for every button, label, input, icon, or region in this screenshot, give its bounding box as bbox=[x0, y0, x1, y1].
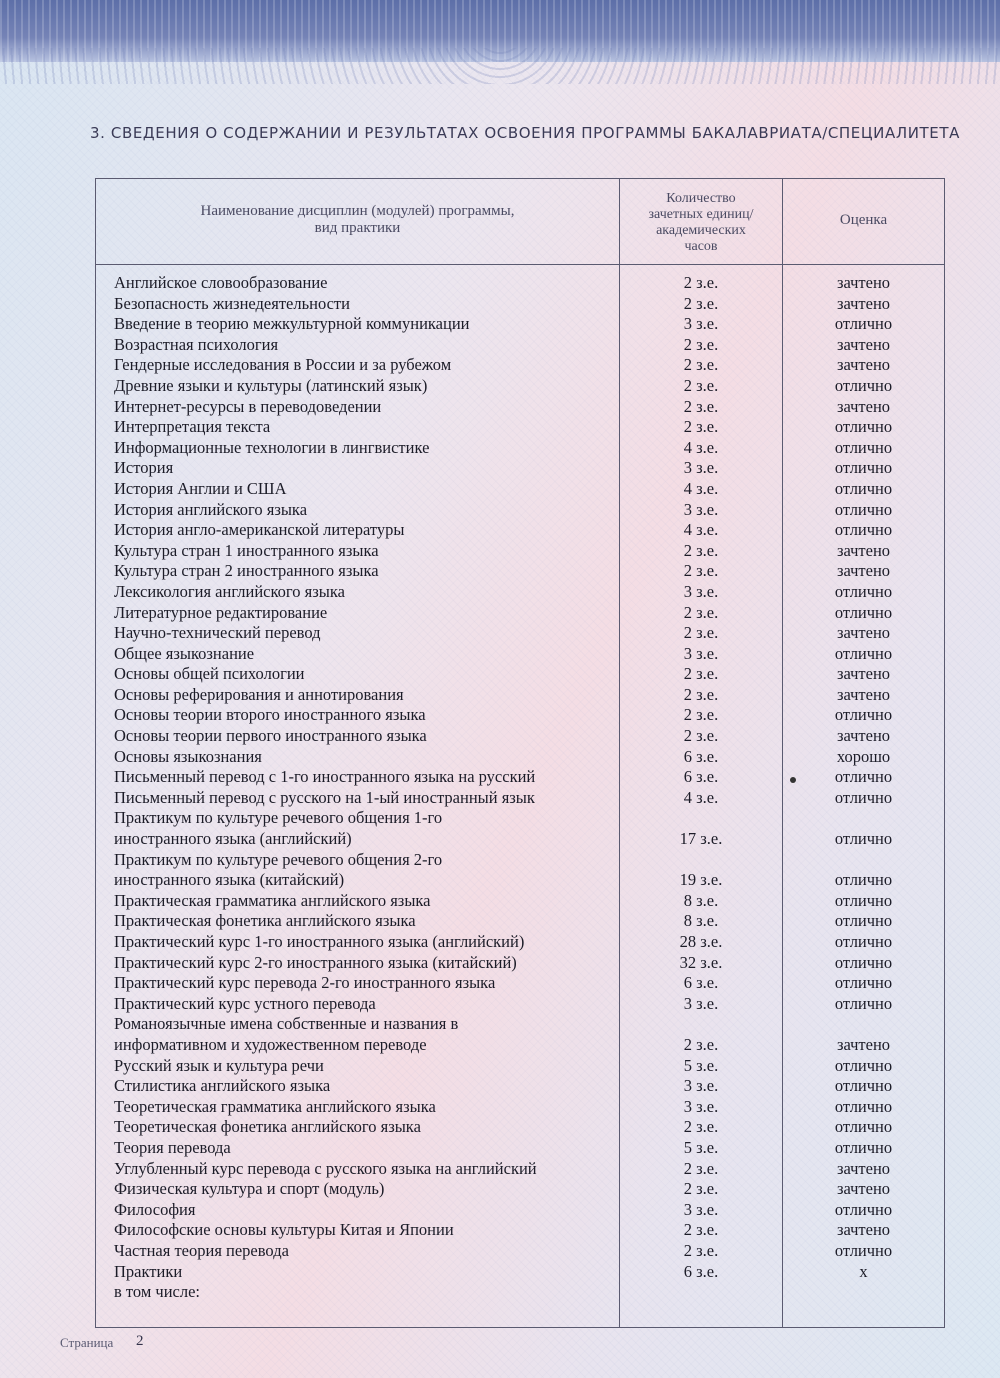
grade-value: зачтено bbox=[836, 293, 891, 313]
credits-value: 2 з.е. bbox=[683, 1034, 719, 1054]
table-row bbox=[96, 994, 944, 1015]
grade-value: отлично bbox=[834, 787, 893, 807]
grade-value: отлично bbox=[834, 602, 893, 622]
grade-value: отлично bbox=[834, 932, 893, 951]
credits-value: 8 з.е. bbox=[683, 890, 719, 910]
table-row bbox=[96, 1014, 944, 1055]
discipline-name: Информационные технологии в лингвистике bbox=[114, 437, 430, 457]
grade-value: зачтено bbox=[836, 355, 891, 375]
credits-value: 2 з.е. bbox=[683, 602, 719, 622]
discipline-name: Научно-технический перевод bbox=[114, 623, 321, 643]
discipline-name: Практикум по культуре речевого общения 2-го иностранного языка (китайский) bbox=[114, 849, 443, 890]
discipline-name: Основы языкознания bbox=[114, 746, 262, 766]
table-row bbox=[96, 1076, 944, 1097]
grade-value: отлично bbox=[834, 1117, 893, 1137]
credits-value: 2 з.е. bbox=[683, 293, 719, 313]
credits-value: 6 з.е. bbox=[683, 1261, 719, 1281]
table-row bbox=[96, 973, 944, 994]
table-row bbox=[96, 500, 944, 521]
table-row bbox=[96, 891, 944, 912]
credits-value: 6 з.е. bbox=[683, 746, 719, 766]
grade-value: зачтено bbox=[836, 1158, 891, 1178]
table-row bbox=[96, 747, 944, 768]
table-row bbox=[96, 685, 944, 706]
table-row bbox=[96, 932, 944, 953]
table-row bbox=[96, 850, 944, 891]
credits-value: 2 з.е. bbox=[683, 1220, 719, 1240]
credits-value: 3 з.е. bbox=[683, 1096, 719, 1116]
credits-value: 3 з.е. bbox=[683, 993, 719, 1013]
grade-value: отлично bbox=[834, 520, 893, 540]
grade-value: хорошо bbox=[836, 746, 891, 766]
table-row bbox=[96, 376, 944, 397]
table-row bbox=[96, 417, 944, 438]
discipline-name: Общее языкознание bbox=[114, 643, 255, 663]
table-row bbox=[96, 541, 944, 562]
discipline-name: Практический курс устного перевода bbox=[114, 993, 376, 1013]
discipline-name: Физическая культура и спорт (модуль) bbox=[114, 1179, 385, 1199]
page-label: Страница bbox=[60, 1335, 114, 1350]
table-row bbox=[96, 1200, 944, 1221]
table-row bbox=[96, 355, 944, 376]
table-row bbox=[96, 664, 944, 685]
grade-value: отлично bbox=[834, 1199, 893, 1219]
table-row bbox=[96, 1220, 944, 1241]
discipline-name: Древние языки и культуры (латинский язык) bbox=[114, 375, 428, 395]
discipline-name: История английского языка bbox=[114, 499, 308, 519]
table-row bbox=[96, 705, 944, 726]
table-row bbox=[96, 294, 944, 315]
table-row bbox=[96, 1117, 944, 1138]
grade-value: отлично bbox=[834, 1096, 893, 1116]
header-discipline-name: Наименование дисциплин (модулей) программы, вид практики bbox=[200, 203, 515, 236]
discipline-name: Практическая грамматика английского языка bbox=[114, 890, 431, 910]
credits-value: 3 з.е. bbox=[683, 581, 719, 601]
discipline-name: Практическая фонетика английского языка bbox=[114, 911, 416, 931]
grade-value: отлично bbox=[834, 581, 893, 601]
table-row bbox=[96, 1179, 944, 1200]
discipline-name: Практики bbox=[114, 1261, 183, 1281]
grade-value: зачтено bbox=[836, 273, 891, 292]
discipline-name: Письменный перевод с русского на 1-ый иностранный язык bbox=[114, 787, 535, 807]
grade-value: отлично bbox=[834, 993, 893, 1013]
credits-value: 8 з.е. bbox=[683, 911, 719, 931]
credits-value: 6 з.е. bbox=[683, 767, 719, 787]
credits-value: 3 з.е. bbox=[683, 458, 719, 478]
credits-value: 2 з.е. bbox=[683, 334, 719, 354]
table-row bbox=[96, 767, 944, 788]
table-row bbox=[96, 335, 944, 356]
table-body bbox=[96, 273, 944, 1303]
discipline-name: Практический курс перевода 2-го иностранного языка bbox=[114, 973, 496, 993]
discipline-name: Интерпретация текста bbox=[114, 417, 271, 437]
grade-value: отлично bbox=[834, 375, 893, 395]
table-row bbox=[96, 520, 944, 541]
discipline-name: Культура стран 1 иностранного языка bbox=[114, 540, 379, 560]
credits-value: 2 з.е. bbox=[683, 623, 719, 643]
decorative-guilloche bbox=[0, 48, 1000, 84]
discipline-name: История Англии и США bbox=[114, 478, 287, 498]
header-grade: Оценка bbox=[839, 212, 888, 228]
discipline-name: Письменный перевод с 1-го иностранного языка на русский bbox=[114, 767, 536, 787]
grade-value: отлично bbox=[834, 973, 893, 993]
grade-value: отлично bbox=[834, 767, 893, 787]
credits-value: 2 з.е. bbox=[683, 1179, 719, 1199]
grade-value: зачтено bbox=[836, 1179, 891, 1199]
discipline-name: История англо-американской литературы bbox=[114, 520, 405, 540]
grade-value: отлично bbox=[834, 870, 893, 890]
discipline-name: Культура стран 2 иностранного языка bbox=[114, 561, 379, 581]
grade-value: отлично bbox=[834, 911, 893, 931]
grade-value: отлично bbox=[834, 499, 893, 519]
credits-value: 3 з.е. bbox=[683, 314, 719, 334]
table-row bbox=[96, 726, 944, 747]
discipline-name: Безопасность жизнедеятельности bbox=[114, 293, 350, 313]
credits-value: 28 з.е. bbox=[679, 932, 723, 951]
credits-value: 2 з.е. bbox=[683, 705, 719, 725]
table-row bbox=[96, 911, 944, 932]
credits-value: 2 з.е. bbox=[683, 375, 719, 395]
grade-value: отлично bbox=[834, 890, 893, 910]
discipline-name: Философия bbox=[114, 1199, 196, 1219]
grade-value: отлично bbox=[834, 417, 893, 437]
table-row bbox=[96, 644, 944, 665]
table-row bbox=[96, 953, 944, 974]
discipline-name: Теория перевода bbox=[114, 1137, 231, 1157]
table-row bbox=[96, 1138, 944, 1159]
table-row bbox=[96, 1241, 944, 1262]
table-row bbox=[96, 1097, 944, 1118]
credits-value: 5 з.е. bbox=[683, 1055, 719, 1075]
table-row bbox=[96, 788, 944, 809]
discipline-name: Философские основы культуры Китая и Японии bbox=[114, 1220, 454, 1240]
discipline-name: Углубленный курс перевода с русского языка на английский bbox=[114, 1158, 537, 1178]
credits-value: 3 з.е. bbox=[683, 1199, 719, 1219]
table-row bbox=[96, 1262, 944, 1283]
table-row bbox=[96, 808, 944, 849]
credits-value: 2 з.е. bbox=[683, 1240, 719, 1260]
table-row bbox=[96, 438, 944, 459]
credits-value: 2 з.е. bbox=[683, 355, 719, 375]
discipline-name: Литературное редактирование bbox=[114, 602, 328, 622]
credits-value: 4 з.е. bbox=[683, 520, 719, 540]
credits-value: 4 з.е. bbox=[683, 787, 719, 807]
grade-value: отлично bbox=[834, 458, 893, 478]
credits-value: 32 з.е. bbox=[679, 952, 723, 972]
grades-table bbox=[95, 178, 945, 1328]
page-number: 2 bbox=[136, 1333, 144, 1349]
grade-value: зачтено bbox=[836, 396, 891, 416]
grade-value: отлично bbox=[834, 952, 893, 972]
table-row bbox=[96, 479, 944, 500]
section-title: 3. СВЕДЕНИЯ О СОДЕРЖАНИИ И РЕЗУЛЬТАТАХ ОСВОЕНИЯ ПРОГРАММЫ БАКАЛАВРИАТА/СПЕЦИАЛИТЕТА bbox=[90, 124, 960, 142]
grade-value: зачтено bbox=[836, 623, 891, 643]
table-row bbox=[96, 1056, 944, 1077]
grade-value: х bbox=[859, 1261, 868, 1281]
table-row bbox=[96, 623, 944, 644]
discipline-name: Теоретическая грамматика английского языка bbox=[114, 1096, 436, 1116]
discipline-name: Возрастная психология bbox=[114, 334, 279, 354]
table-row bbox=[96, 1282, 944, 1303]
discipline-name: Практикум по культуре речевого общения 1-го иностранного языка (английский) bbox=[114, 808, 443, 849]
discipline-name: в том числе: bbox=[114, 1282, 201, 1302]
credits-value: 19 з.е. bbox=[679, 870, 723, 890]
credits-value: 4 з.е. bbox=[683, 437, 719, 457]
credits-value: 2 з.е. bbox=[683, 1158, 719, 1178]
credits-value: 2 з.е. bbox=[683, 684, 719, 704]
discipline-name: Основы теории второго иностранного языка bbox=[114, 705, 426, 725]
grade-value: зачтено bbox=[836, 1034, 891, 1054]
discipline-name: Русский язык и культура речи bbox=[114, 1055, 324, 1075]
credits-value: 2 з.е. bbox=[683, 273, 719, 292]
discipline-name: Английское словообразование bbox=[114, 273, 328, 292]
table-row bbox=[96, 561, 944, 582]
grade-value: зачтено bbox=[836, 561, 891, 581]
discipline-name: Романоязычные имена собственные и названия в информативном и художественном переводе bbox=[114, 1014, 459, 1054]
grade-value: отлично bbox=[834, 643, 893, 663]
header-credits: Количество зачетных единиц/ академических часов bbox=[648, 191, 754, 254]
credits-value: 2 з.е. bbox=[683, 561, 719, 581]
credits-value: 3 з.е. bbox=[683, 1076, 719, 1096]
table-row bbox=[96, 582, 944, 603]
discipline-name: Практический курс 1-го иностранного языка (английский) bbox=[114, 932, 525, 951]
grade-value: зачтено bbox=[836, 726, 891, 746]
credits-value: 17 з.е. bbox=[679, 829, 723, 849]
discipline-name: Основы теории первого иностранного языка bbox=[114, 726, 427, 746]
grade-value: отлично bbox=[834, 437, 893, 457]
discipline-name: Основы общей психологии bbox=[114, 664, 305, 684]
discipline-name: Частная теория перевода bbox=[114, 1240, 289, 1260]
grade-value: отлично bbox=[834, 314, 893, 334]
table-row bbox=[96, 458, 944, 479]
grade-value: отлично bbox=[834, 478, 893, 498]
grade-value: отлично bbox=[834, 1240, 893, 1260]
grade-value: зачтено bbox=[836, 664, 891, 684]
discipline-name: Лексикология английского языка bbox=[114, 581, 345, 601]
credits-value: 2 з.е. bbox=[683, 417, 719, 437]
credits-value: 5 з.е. bbox=[683, 1137, 719, 1157]
grade-value: зачтено bbox=[836, 334, 891, 354]
credits-value: 2 з.е. bbox=[683, 664, 719, 684]
table-row bbox=[96, 397, 944, 418]
credits-value: 4 з.е. bbox=[683, 478, 719, 498]
header-divider bbox=[96, 264, 944, 265]
discipline-name: История bbox=[114, 458, 174, 478]
grade-value: отлично bbox=[834, 1055, 893, 1075]
grade-value: отлично bbox=[834, 829, 893, 849]
credits-value: 3 з.е. bbox=[683, 643, 719, 663]
table-row bbox=[96, 314, 944, 335]
discipline-name: Гендерные исследования в России и за рубежом bbox=[114, 355, 452, 375]
credits-value: 2 з.е. bbox=[683, 1117, 719, 1137]
grade-value: отлично bbox=[834, 1137, 893, 1157]
grade-value: отлично bbox=[834, 705, 893, 725]
discipline-name: Введение в теорию межкультурной коммуникации bbox=[114, 314, 470, 334]
table-row bbox=[96, 1159, 944, 1180]
discipline-name: Теоретическая фонетика английского языка bbox=[114, 1117, 421, 1137]
credits-value: 2 з.е. bbox=[683, 540, 719, 560]
discipline-name: Стилистика английского языка bbox=[114, 1076, 331, 1096]
ink-dot bbox=[790, 777, 796, 783]
grade-value: зачтено bbox=[836, 1220, 891, 1240]
grade-value: отлично bbox=[834, 1076, 893, 1096]
credits-value: 6 з.е. bbox=[683, 973, 719, 993]
credits-value: 2 з.е. bbox=[683, 396, 719, 416]
discipline-name: Практический курс 2-го иностранного языка (китайский) bbox=[114, 952, 517, 972]
credits-value: 3 з.е. bbox=[683, 499, 719, 519]
grade-value: зачтено bbox=[836, 684, 891, 704]
discipline-name: Основы реферирования и аннотирования bbox=[114, 684, 404, 704]
table-row bbox=[96, 603, 944, 624]
table-row bbox=[96, 273, 944, 294]
credits-value: 2 з.е. bbox=[683, 726, 719, 746]
discipline-name: Интернет-ресурсы в переводоведении bbox=[114, 396, 382, 416]
grade-value: зачтено bbox=[836, 540, 891, 560]
